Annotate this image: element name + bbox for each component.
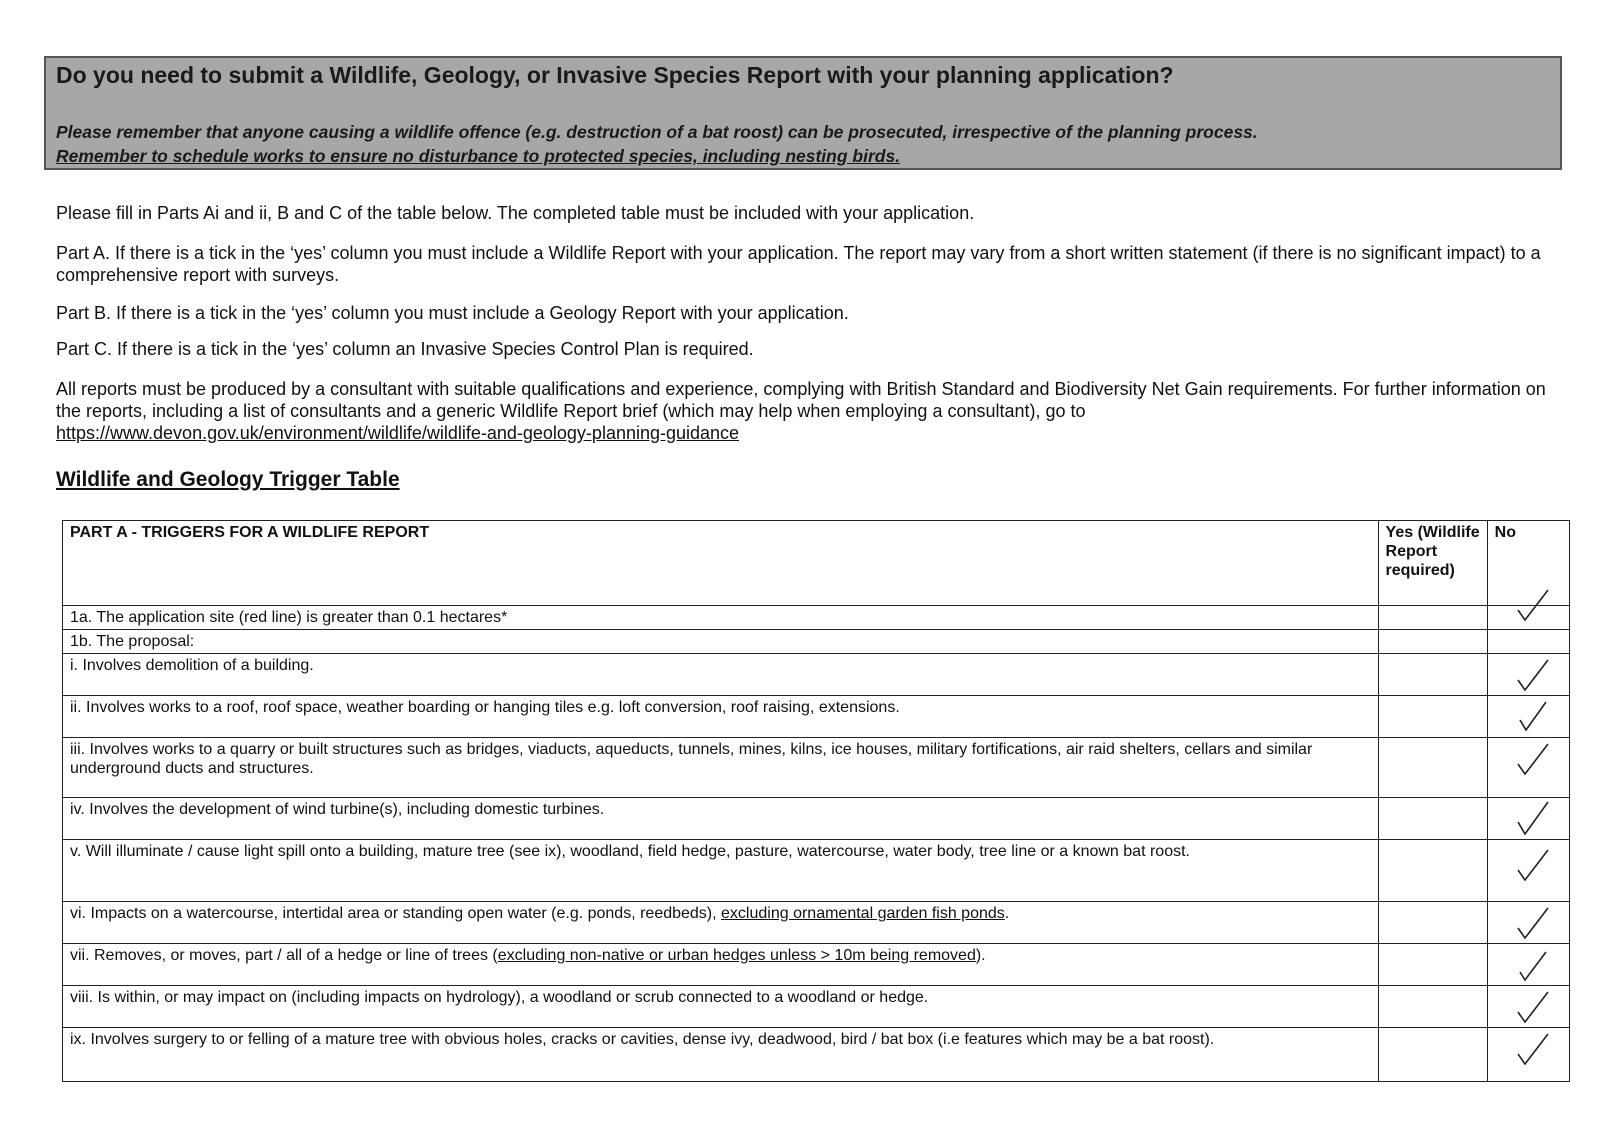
table-row — [63, 986, 1570, 1028]
trigger-table — [62, 520, 1570, 1082]
row-label-vi — [63, 902, 1379, 944]
checkmark-icon — [1512, 986, 1552, 1026]
no-cell-iv[interactable] — [1487, 798, 1569, 840]
row-label-vii — [63, 944, 1379, 986]
header-banner — [44, 56, 1562, 170]
row-label-1b: 1b. The proposal: — [63, 630, 1379, 654]
no-cell-v[interactable] — [1487, 840, 1569, 902]
table-row — [63, 840, 1570, 902]
header-yes: Yes (Wildlife Report required) — [1378, 521, 1487, 606]
yes-cell-i[interactable] — [1378, 654, 1487, 696]
row-label-viii: viii. Is within, or may impact on (including impacts on hydrology), a woodland or scrub connected to a woodland or hedge. — [63, 986, 1379, 1028]
row-vi-end: . — [1004, 905, 1010, 922]
header-part-a: PART A - TRIGGERS FOR A WILDLIFE REPORT — [63, 521, 1379, 606]
row-label-iii: iii. Involves works to a quarry or built structures such as bridges, viaducts, aqueducts, tunnels, mines, kilns, ice houses, military fortifications, air raid shelters, cellars and similar underground ducts and structures. — [63, 738, 1379, 798]
section-title: Wildlife and Geology Trigger Table — [56, 468, 400, 491]
no-cell-vii[interactable] — [1487, 944, 1569, 986]
row-vii-exclusion: excluding non-native or urban hedges unless > 10m being removed — [497, 947, 976, 964]
no-cell-viii[interactable] — [1487, 986, 1569, 1028]
table-row — [63, 902, 1570, 944]
all-reports-body: All reports must be produced by a consultant with suitable qualifications and experience, complying with British Standard and Biodiversity Net Gain requirements. For further information on the reports, including a list of consultants and a generic Wildlife Report brief (which may help when employing a consultant), go to — [56, 379, 1546, 421]
row-vi-text: vi. Impacts on a watercourse, intertidal area or standing open water (e.g. ponds, reedbeds), — [70, 905, 722, 922]
table-row — [63, 696, 1570, 738]
part-c-text: Part C. If there is a tick in the ‘yes’ column an Invasive Species Control Plan is required. — [56, 339, 754, 359]
part-b-text: Part B. If there is a tick in the ‘yes’ column you must include a Geology Report with your application. — [56, 303, 849, 323]
checkmark-icon — [1512, 1028, 1552, 1068]
checkmark-icon — [1512, 738, 1552, 778]
checkmark-icon — [1512, 798, 1552, 838]
warning-note-2: Remember to schedule works to ensure no disturbance to protected species, including nesting birds. — [56, 146, 901, 166]
header-no: No — [1487, 521, 1569, 606]
warning-note-1: Please remember that anyone causing a wildlife offence (e.g. destruction of a bat roost) can be prosecuted, irrespective of the planning process. — [56, 122, 1258, 142]
yes-cell-ii[interactable] — [1378, 696, 1487, 738]
row-vi-exclusion: excluding ornamental garden fish ponds — [721, 905, 1005, 922]
table-row — [63, 1028, 1570, 1082]
yes-cell-iii[interactable] — [1378, 738, 1487, 798]
row-label-1a: 1a. The application site (red line) is greater than 0.1 hectares* — [63, 606, 1379, 630]
table-row — [63, 630, 1570, 654]
yes-cell-1b — [1378, 630, 1487, 654]
yes-cell-ix[interactable] — [1378, 1028, 1487, 1082]
checkmark-icon — [1512, 944, 1552, 984]
page-title: Do you need to submit a Wildlife, Geology, or Invasive Species Report with your planning application? — [56, 62, 1174, 88]
checkmark-icon — [1512, 654, 1552, 694]
all-reports-text — [56, 378, 1556, 444]
row-label-iv: iv. Involves the development of wind turbine(s), including domestic turbines. — [63, 798, 1379, 840]
intro-text: Please fill in Parts Ai and ii, B and C of the table below. The completed table must be included with your application. — [56, 203, 975, 223]
yes-cell-viii[interactable] — [1378, 986, 1487, 1028]
yes-cell-vi[interactable] — [1378, 902, 1487, 944]
table-row — [63, 798, 1570, 840]
table-row — [63, 606, 1570, 630]
row-label-ii: ii. Involves works to a roof, roof space, weather boarding or hanging tiles e.g. loft conversion, roof raising, extensions. — [63, 696, 1379, 738]
no-cell-iii[interactable] — [1487, 738, 1569, 798]
row-vii-end: ). — [975, 947, 986, 964]
no-cell-1b — [1487, 630, 1569, 654]
guidance-link[interactable]: https://www.devon.gov.uk/environment/wildlife/wildlife-and-geology-planning-guidance — [56, 423, 740, 443]
row-vii-text: vii. Removes, or moves, part / all of a hedge or line of trees ( — [70, 947, 498, 964]
row-label-ix: ix. Involves surgery to or felling of a mature tree with obvious holes, cracks or cavities, dense ivy, deadwood, bird / bat box (i.e features which may be a bat roost). — [63, 1028, 1379, 1082]
checkmark-icon — [1512, 902, 1552, 942]
row-label-i: i. Involves demolition of a building. — [63, 654, 1379, 696]
row-label-v: v. Will illuminate / cause light spill onto a building, mature tree (see ix), woodland, field hedge, pasture, watercourse, water body, tree line or a known bat roost. — [63, 840, 1379, 902]
no-cell-i[interactable] — [1487, 654, 1569, 696]
no-cell-ix[interactable] — [1487, 1028, 1569, 1082]
table-header-row — [63, 521, 1570, 606]
checkmark-icon — [1512, 696, 1552, 736]
yes-cell-1a[interactable] — [1378, 606, 1487, 630]
no-cell-ii[interactable] — [1487, 696, 1569, 738]
checkmark-icon — [1512, 584, 1552, 624]
part-a-text: Part A. If there is a tick in the ‘yes’ column you must include a Wildlife Report with your application. The report may vary from a short written statement (if there is no significant impact) to a comprehensive report with surveys. — [56, 243, 1541, 285]
no-cell-vi[interactable] — [1487, 902, 1569, 944]
no-cell-1a[interactable] — [1487, 606, 1569, 630]
table-row — [63, 738, 1570, 798]
yes-cell-v[interactable] — [1378, 840, 1487, 902]
yes-cell-iv[interactable] — [1378, 798, 1487, 840]
checkmark-icon — [1512, 844, 1552, 884]
yes-cell-vii[interactable] — [1378, 944, 1487, 986]
table-row — [63, 654, 1570, 696]
table-row — [63, 944, 1570, 986]
